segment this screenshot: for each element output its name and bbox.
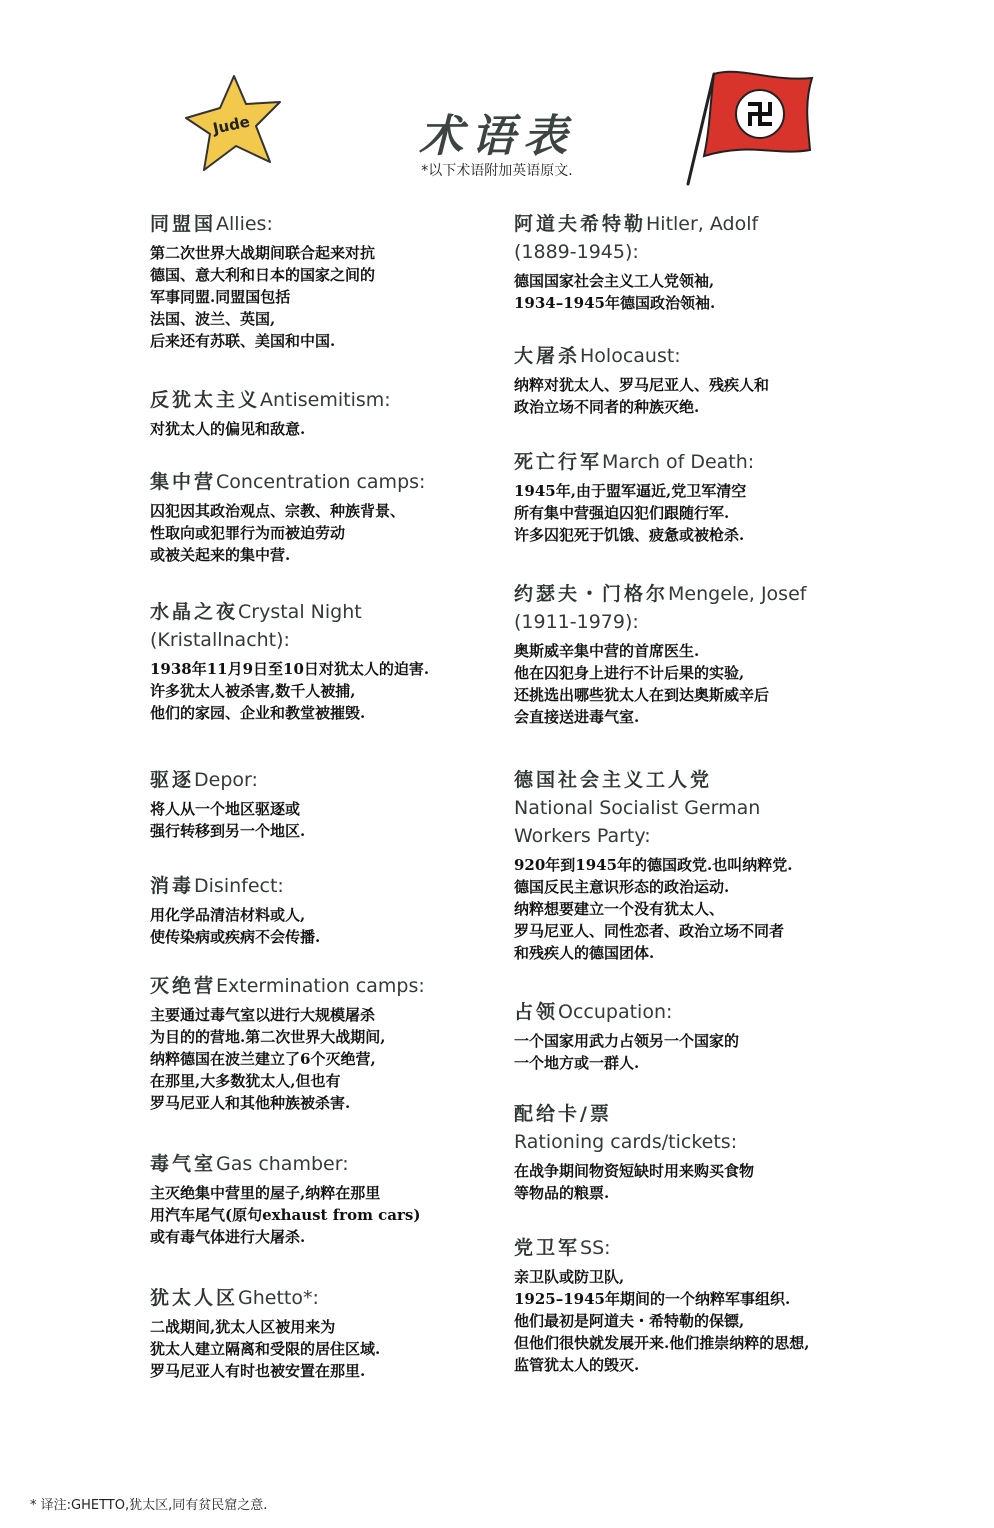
entry-definition: 用化学品清洁材料或人, 使传染病或疾病不会传播.	[150, 906, 321, 946]
glossary-entry	[514, 210, 894, 314]
entry-definition: 二战期间,犹太人区被用来为 犹太人建立隔离和受限的居住区域. 罗马尼亚人有时也被安置在那里.	[150, 1318, 381, 1380]
glossary-entry	[514, 998, 894, 1074]
entry-definition: 将人从一个地区驱逐或 强行转移到另一个地区.	[150, 800, 306, 840]
footnote: * 译注:GHETTO,犹太区,同有贫民窟之意.	[30, 1498, 268, 1513]
glossary-entry	[150, 1284, 510, 1382]
entry-term: 大屠杀Holocaust:	[514, 345, 681, 367]
entry-definition: 奥斯威辛集中营的首席医生. 他在囚犯身上进行不计后果的实验, 还挑选出哪些犹太人在到达奥斯威辛后 会直接送进毒气室.	[514, 642, 770, 726]
entry-term: 阿道夫希特勒Hitler, Adolf (1889-1945):	[514, 213, 759, 263]
glossary-entry	[150, 386, 510, 440]
entry-definition: 1938年11月9日至10日对犹太人的迫害. 许多犹太人被杀害,数千人被捕, 他们的家园、企业和教堂被摧毁.	[150, 660, 430, 722]
glossary-entry	[150, 210, 510, 352]
entry-definition: 一个国家用武力占领另一个国家的 一个地方或一群人.	[514, 1032, 740, 1072]
page-header	[0, 0, 994, 200]
flag-icon	[680, 64, 820, 188]
entry-term: 犹太人区Ghetto*:	[150, 1287, 319, 1309]
glossary-entry	[514, 580, 894, 728]
glossary-entry	[150, 766, 510, 842]
glossary-entry	[150, 468, 510, 566]
glossary-entry	[150, 872, 510, 948]
entry-term: 党卫军SS:	[514, 1237, 611, 1259]
entry-definition: 第二次世界大战期间联合起来对抗 德国、意大利和日本的国家之间的 军事同盟.同盟国包括 法国、波兰、英国, 后来还有苏联、美国和中国.	[150, 244, 376, 350]
entry-definition: 1945年,由于盟军逼近,党卫军清空 所有集中营强迫囚犯们跟随行军. 许多囚犯死于饥饿、疲惫或被枪杀.	[514, 482, 747, 544]
glossary-entry	[514, 448, 894, 546]
entry-term: 集中营Concentration camps:	[150, 471, 426, 493]
glossary-entry	[514, 766, 894, 964]
entry-term: 反犹太主义Antisemitism:	[150, 389, 391, 411]
entry-term: 水晶之夜Crystal Night (Kristallnacht):	[150, 601, 362, 651]
glossary-entry	[514, 1234, 894, 1376]
glossary-entry	[150, 598, 510, 724]
star-label: Jude	[211, 112, 252, 138]
entry-definition: 对犹太人的偏见和敌意.	[150, 420, 306, 438]
entry-definition: 亲卫队或防卫队, 1925–1945年期间的一个纳粹军事组织. 他们最初是阿道夫・希特勒的保镖, 但他们很快就发展开来.他们推崇纳粹的思想, 监管犹太人的毁灭.	[514, 1268, 810, 1374]
entry-term: 占领Occupation:	[514, 1001, 673, 1023]
entry-term: 驱逐Depor:	[150, 769, 258, 791]
page-subtitle: *以下术语附加英语原文.	[421, 163, 573, 179]
entry-term: 消毒Disinfect:	[150, 875, 284, 897]
entry-definition: 主灭绝集中营里的屋子,纳粹在那里 用汽车尾气(原句exhaust from cars) 或有毒气体进行大屠杀.	[150, 1184, 421, 1246]
entry-term: 毒气室Gas chamber:	[150, 1153, 349, 1175]
entry-definition: 在战争期间物资短缺时用来购买食物 等物品的粮票.	[514, 1162, 755, 1202]
entry-term: 德国社会主义工人党 National Socialist German Workers Party:	[514, 769, 761, 847]
entry-definition: 主要通过毒气室以进行大规模屠杀 为目的的营地.第二次世界大战期间, 纳粹德国在波兰建立了6个灭绝营, 在那里,大多数犹太人,但也有 罗马尼亚人和其他种族被杀害.	[150, 1006, 386, 1112]
entry-definition: 纳粹对犹太人、罗马尼亚人、残疾人和 政治立场不同者的种族灭绝.	[514, 376, 770, 416]
entry-term: 约瑟夫・门格尔Mengele, Josef (1911-1979):	[514, 583, 807, 633]
glossary-entry	[150, 1150, 510, 1248]
glossary-entry	[514, 1100, 894, 1204]
entry-term: 配给卡/票 Rationing cards/tickets:	[514, 1103, 738, 1153]
entry-term: 死亡行军March of Death:	[514, 451, 755, 473]
entry-definition: 920年到1945年的德国政党.也叫纳粹党. 德国反民主意识形态的政治运动. 纳粹想要建立一个没有犹太人、 罗马尼亚人、同性恋者、政治立场不同者 和残疾人的德国团体.	[514, 856, 793, 962]
page-title: 术语表	[419, 111, 575, 162]
entry-term: 灭绝营Extermination camps:	[150, 975, 425, 997]
glossary-entry	[514, 342, 894, 418]
entry-term: 同盟国Allies:	[150, 213, 273, 235]
entry-definition: 德国国家社会主义工人党领袖, 1934–1945年德国政治领袖.	[514, 272, 716, 312]
glossary-entry	[150, 972, 510, 1114]
entry-definition: 囚犯因其政治观点、宗教、种族背景、 性取向或犯罪行为而被迫劳动 或被关起来的集中营.	[150, 502, 406, 564]
